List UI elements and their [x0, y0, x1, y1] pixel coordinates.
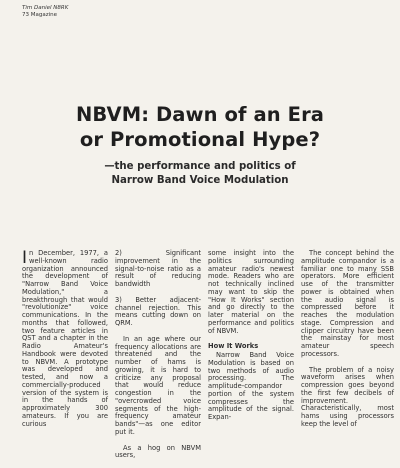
body-paragraph — [22, 250, 108, 428]
publication-name: 73 Magazine — [22, 12, 58, 18]
body-paragraph: In an age where our frequency allocations are threatened and the number of hams is growing, it is hard to criticize any proposal that would reduce congestion in the "overcrowded voice segments of the high-frequency amateur bands"—as one editor put it. — [115, 334, 201, 436]
article-headline — [0, 102, 400, 152]
headline-line-1: NBVM: Dawn of an Era — [75, 103, 325, 126]
byline — [22, 5, 68, 19]
body-paragraph: Narrow Band Voice Modulation is based on two methods of audio processing. The amplitude-compandor portion of the system compresses the amplitude of the signal. Expan- — [208, 351, 294, 421]
body-column-2 — [115, 250, 201, 468]
body-column-1 — [22, 250, 108, 436]
body-column-4 — [301, 250, 394, 437]
author-name: Tim Daniel N8RK — [22, 5, 69, 11]
paragraph-text: n December, 1977, a well-known radio organization announced the development of "Narrow Band Voice Modulation," a breakthrough that would "revolutionize" voice communications. In the months that followed, two feature articles in QST and a chapter in the Radio Amateur's Handbook were devoted to NBVM. A prototype was developed and tested, and now a commercially-produced version of the system is in the hands of approximately 300 amateurs. If you are curious — [22, 249, 108, 428]
body-paragraph: 2) Significant improvement in the signal-to-noise ratio as a result of reducing bandwidth — [115, 249, 201, 288]
body-paragraph: some insight into the politics surrounding amateur radio's newest mode. Readers who are not technically inclined may want to skip the "How It Works" section and go directly to the later material on the performance and politics of NBVM. — [208, 249, 294, 335]
article-subhead — [0, 160, 400, 188]
article-body — [22, 248, 394, 460]
body-paragraph: The concept behind the amplitude compandor is a familiar one to many SSB operators. More efficient use of the transmitter power is obtained when the audio signal is compressed before it reaches the modulation stage. Compression and clipper circuitry have been the mainstay for most amateur speech processors. — [301, 249, 394, 358]
body-paragraph: The problem of a noisy waveform arises when compression goes beyond the first few decibels of improvement. Characteristically, most hams using processors keep the level of — [301, 365, 394, 428]
headline-line-2: or Promotional Hype? — [79, 128, 321, 151]
subhead-line-2: Narrow Band Voice Modulation — [111, 175, 289, 186]
drop-cap: I — [22, 248, 28, 268]
body-column-3 — [208, 250, 294, 430]
body-paragraph: 3) Better adjacent-channel rejection. This means cutting down on QRM. — [115, 295, 201, 327]
subhead-line-1: —the performance and politics of — [104, 161, 296, 172]
section-heading: How It Works — [208, 342, 259, 351]
body-paragraph: As a hog on NBVM users, — [115, 443, 201, 460]
